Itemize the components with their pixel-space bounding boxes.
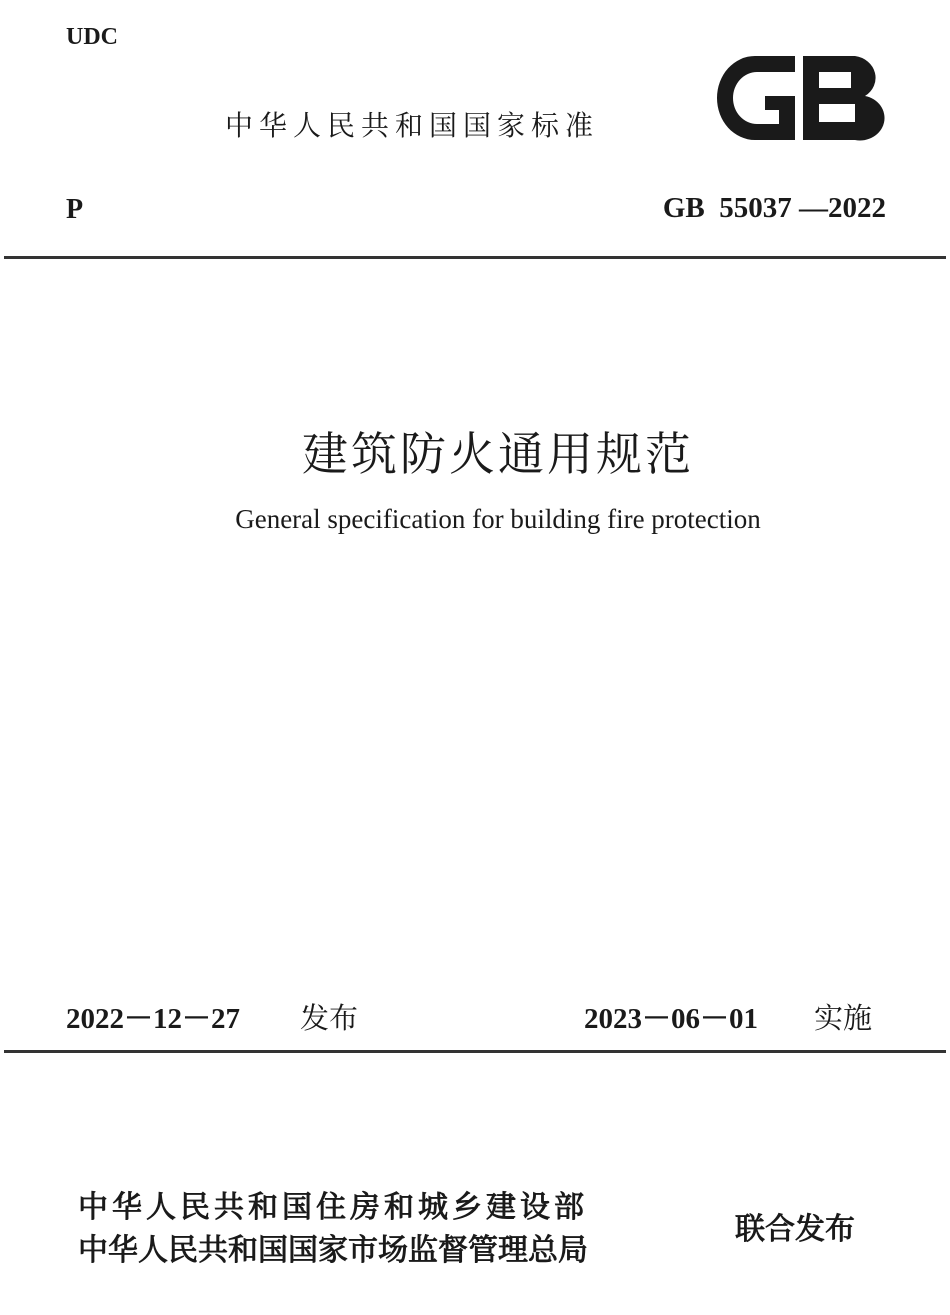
effective-date: 2023－06－01 (584, 1003, 759, 1035)
top-divider (4, 256, 946, 259)
effective-label: 实施 (814, 1001, 873, 1035)
standard-number: GB 55037 —2022 (662, 192, 886, 224)
issuer-ministry: 中华人民共和国住房和城乡建设部 (78, 1191, 588, 1224)
title-zh: 建筑防火通用规范 (302, 427, 694, 481)
title-en: General specification for building fire protection (235, 504, 761, 534)
publish-label: 发布 (300, 1001, 359, 1035)
joint-issue-label: 联合发布 (735, 1213, 855, 1246)
publish-date: 2022－12－27 (66, 1003, 241, 1035)
classification-code: P (66, 194, 84, 225)
udc-label: UDC (66, 24, 118, 50)
issuer-administration: 中华人民共和国国家市场监督管理总局 (78, 1234, 588, 1267)
issuer-line: 中华人民共和国国家标准 (225, 109, 600, 142)
bottom-divider (4, 1050, 946, 1053)
gb-logo-icon (715, 52, 885, 144)
